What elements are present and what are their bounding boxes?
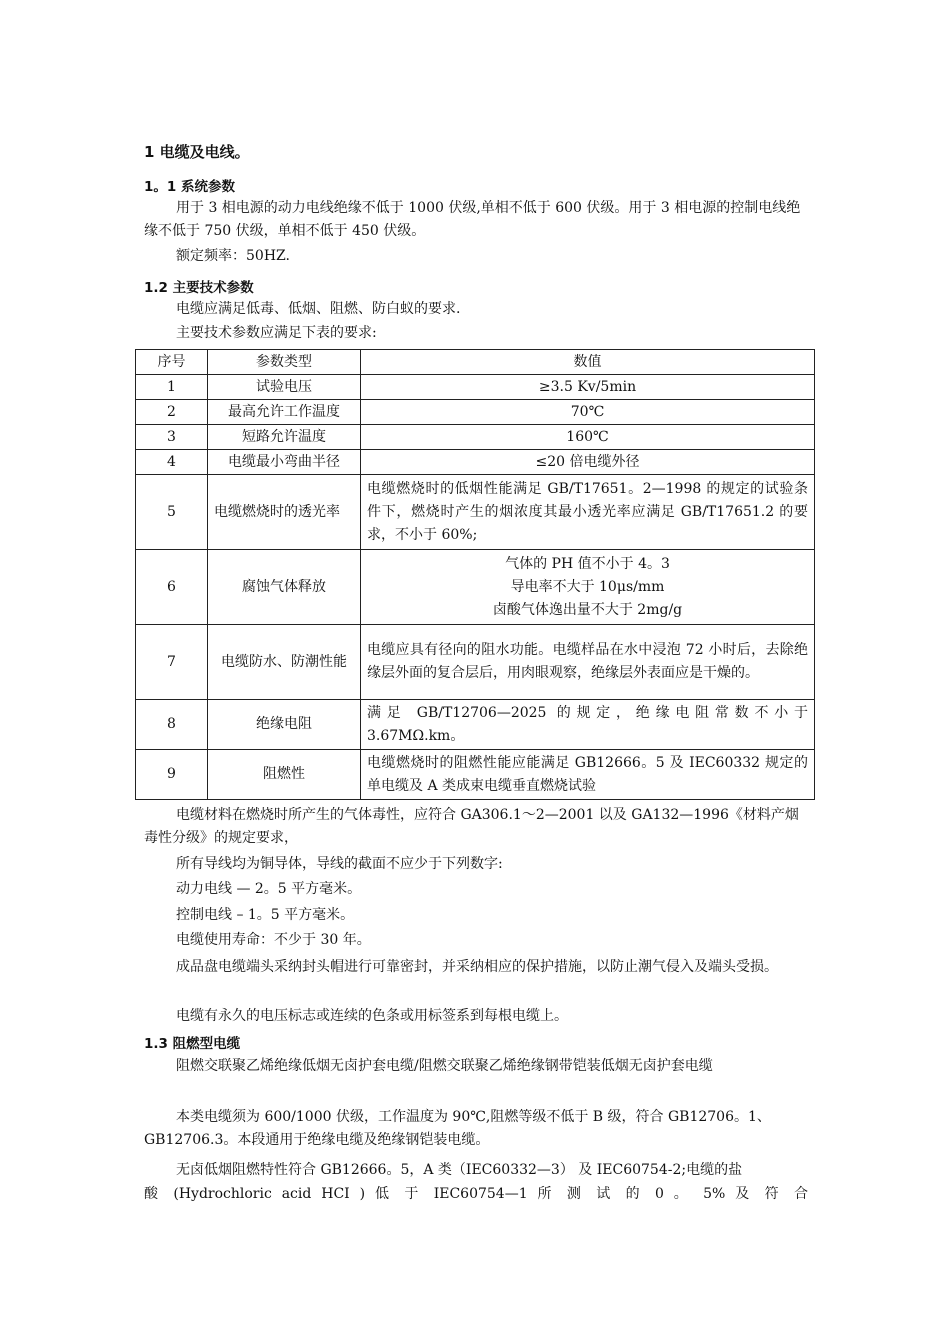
- table-row: [136, 625, 815, 700]
- table-row: [136, 700, 815, 750]
- row-param: 电缆防水、防潮性能: [208, 625, 361, 700]
- row-value: 160℃: [361, 425, 815, 450]
- row-value: 满足 GB/T12706—2025 的规定，绝缘电阻常数不小于 3.67MΩ.km。: [361, 700, 815, 750]
- row-no: 2: [136, 400, 208, 425]
- table-row: [136, 750, 815, 800]
- after-table-paragraph-3: 动力电线 — 2。5 平方毫米。: [176, 881, 362, 897]
- row-no: 9: [136, 750, 208, 800]
- row-value: 电缆燃烧时的低烟性能满足 GB/T17651。2—1998 的规定的试验条件下，燃烧时产生的烟浓度其最小透光率应满足 GB/T17651.2 的要求，不小于 60%;: [361, 475, 815, 550]
- value-line: 气体的 PH 值不小于 4。3: [505, 555, 670, 572]
- row-param: 绝缘电阻: [208, 700, 361, 750]
- row-no: 4: [136, 450, 208, 475]
- section-1-2-title: 1.2 主要技术参数: [144, 280, 254, 296]
- section-1-3-paragraph-3-line-2: 酸 (Hydrochloric acid HCI ) 低 于 IEC60754—1 所 测 试 的 0 。 5% 及 符 合: [144, 1186, 808, 1202]
- after-table-paragraph-5: 电缆使用寿命：不少于 30 年。: [176, 932, 371, 948]
- row-param: 试验电压: [208, 375, 361, 400]
- section-1-3-paragraph-1: 阻燃交联聚乙烯绝缘低烟无卤护套电缆/阻燃交联聚乙烯绝缘钢带铠装低烟无卤护套电缆: [176, 1058, 713, 1074]
- row-param: 阻燃性: [208, 750, 361, 800]
- value-line: 卤酸气体逸出量不大于 2mg/g: [492, 601, 683, 618]
- heading-1: 1 电缆及电线。: [144, 143, 250, 161]
- table-row: [136, 475, 815, 550]
- header-param: 参数类型: [208, 350, 361, 375]
- row-value: 电缆应具有径向的阻水功能。电缆样品在水中浸泡 72 小时后，去除绝缘层外面的复合层后，用肉眼观察，绝缘层外表面应是干燥的。: [361, 625, 815, 700]
- row-value: ≤20 倍电缆外径: [361, 450, 815, 475]
- after-table-paragraph-1: 电缆材料在燃烧时所产生的气体毒性，应符合 GA306.1～2—2001 以及 GA132—1996《材料产烟毒性分级》的规定要求，: [144, 807, 799, 846]
- after-table-paragraph-2: 所有导线均为铜导体，导线的截面不应少于下列数字:: [176, 856, 503, 872]
- section-1-2-paragraph-1: 电缆应满足低毒、低烟、阻燃、防白蚁的要求.: [176, 301, 461, 317]
- technical-parameters-table: [135, 349, 815, 800]
- table-row: [136, 450, 815, 475]
- section-1-3-paragraph-2: 本类电缆须为 600/1000 伏级，工作温度为 90℃,阻燃等级不低于 B 级，符合 GB12706。1、GB12706.3。本段通用于绝缘电缆及绝缘钢铠装电缆。: [144, 1109, 771, 1148]
- table-header-row: [136, 350, 815, 375]
- row-param: 电缆最小弯曲半径: [208, 450, 361, 475]
- row-param: 腐蚀气体释放: [208, 550, 361, 625]
- value-line: 导电率不大于 10μs/mm: [510, 578, 665, 595]
- row-no: 6: [136, 550, 208, 625]
- table-row: [136, 425, 815, 450]
- row-no: 5: [136, 475, 208, 550]
- row-param: 最高允许工作温度: [208, 400, 361, 425]
- row-value: 70℃: [361, 400, 815, 425]
- table-row: [136, 550, 815, 625]
- header-no: 序号: [136, 350, 208, 375]
- table-row: [136, 400, 815, 425]
- after-table-paragraph-7: 电缆有永久的电压标志或连续的色条或用标签系到每根电缆上。: [176, 1008, 568, 1024]
- row-no: 1: [136, 375, 208, 400]
- row-value: 电缆燃烧时的阻燃性能应能满足 GB12666。5 及 IEC60332 规定的单电缆及 A 类成束电缆垂直燃烧试验: [361, 750, 815, 800]
- section-1-1-title: 1。1 系统参数: [144, 179, 235, 195]
- header-value: 数值: [361, 350, 815, 375]
- row-value: [361, 550, 815, 625]
- section-1-3-paragraph-3-line-1: 无卤低烟阻燃特性符合 GB12666。5，A 类（IEC60332—3） 及 IEC60754-2;电缆的盐: [176, 1162, 743, 1178]
- row-param: 电缆燃烧时的透光率: [208, 475, 361, 550]
- after-table-paragraph-6: 成品盘电缆端头采纳封头帽进行可靠密封，并采纳相应的保护措施，以防止潮气侵入及端头受损。: [176, 959, 778, 975]
- row-no: 8: [136, 700, 208, 750]
- section-1-3-title: 1.3 阻燃型电缆: [144, 1036, 241, 1052]
- section-1-2-paragraph-2: 主要技术参数应满足下表的要求:: [176, 325, 377, 341]
- table-row: [136, 375, 815, 400]
- after-table-paragraph-4: 控制电线 – 1。5 平方毫米。: [176, 907, 355, 923]
- section-1-1-paragraph-2: 额定频率：50HZ.: [176, 248, 290, 264]
- row-no: 7: [136, 625, 208, 700]
- row-no: 3: [136, 425, 208, 450]
- row-param: 短路允许温度: [208, 425, 361, 450]
- row-value: ≥3.5 Kv/5min: [361, 375, 815, 400]
- section-1-1-paragraph-1: 用于 3 相电源的动力电线绝缘不低于 1000 伏级,单相不低于 600 伏级。用于 3 相电源的控制电线绝缘不低于 750 伏级，单相不低于 450 伏级。: [144, 200, 801, 239]
